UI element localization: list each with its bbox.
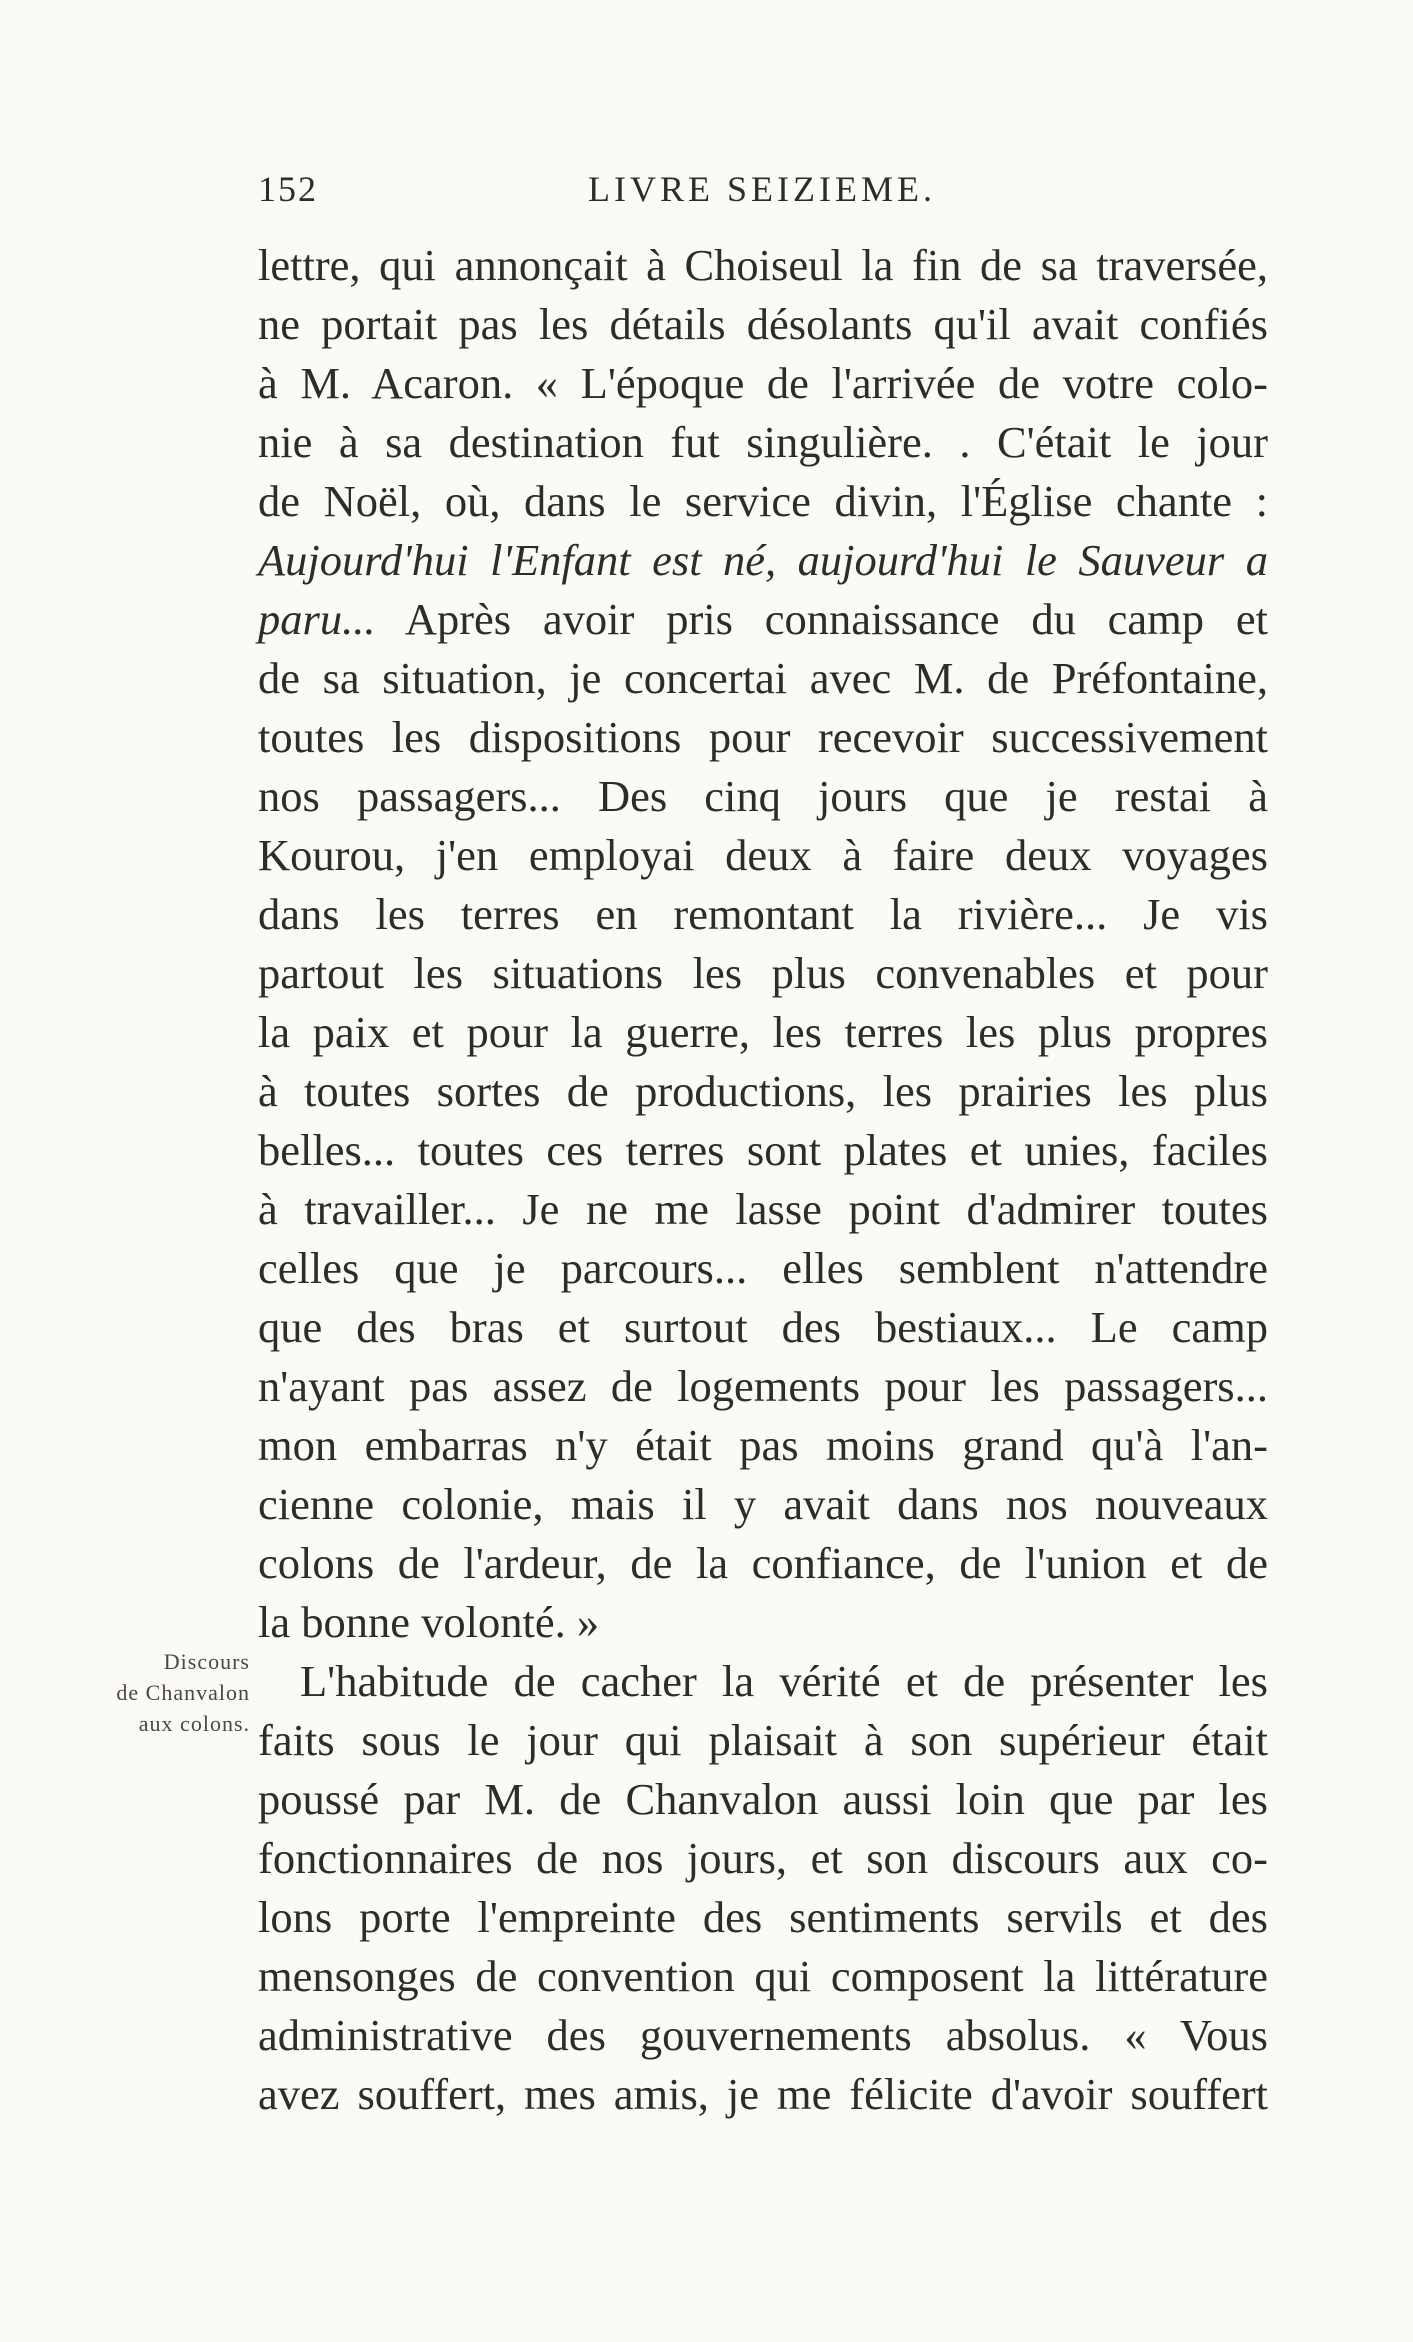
text-line: administrative des gouvernements absolus. « Vous [258, 2010, 1268, 2060]
text-line: partout les situations les plus convenables et pour [258, 948, 1268, 998]
roman-fragment: Après avoir pris connaissance du camp et [375, 594, 1268, 644]
running-head: LIVRE SEIZIEME. [588, 169, 936, 209]
text-line: de Noël, où, dans le service divin, l'Église chante : [258, 476, 1268, 526]
text-line: poussé par M. de Chanvalon aussi loin que par les [258, 1774, 1268, 1824]
text-line: que des bras et surtout des bestiaux... Le camp [258, 1302, 1268, 1352]
text-line: Kourou, j'en employai deux à faire deux voyages [258, 830, 1268, 880]
text-line: à travailler... Je ne me lasse point d'admirer toutes [258, 1184, 1268, 1234]
paragraph-start-line: L'habitude de cacher la vérité et de présenter les [300, 1656, 1268, 1706]
margin-note [60, 1646, 250, 1739]
text-line: faits sous le jour qui plaisait à son supérieur était [258, 1715, 1268, 1765]
text-line: cienne colonie, mais il y avait dans nos nouveaux [258, 1479, 1268, 1529]
margin-note-line: aux colons. [138, 1711, 250, 1736]
text-line: colons de l'ardeur, de la confiance, de l'union et de [258, 1538, 1268, 1588]
text-line: belles... toutes ces terres sont plates et unies, faciles [258, 1125, 1268, 1175]
page-number: 152 [258, 169, 318, 209]
paragraph-end-line: la bonne volonté. » [258, 1597, 600, 1647]
text-line: la paix et pour la guerre, les terres les plus propres [258, 1007, 1268, 1057]
body-text [258, 236, 1268, 2124]
text-line: ne portait pas les détails désolants qu'il avait confiés [258, 299, 1268, 349]
text-line: fonctionnaires de nos jours, et son discours aux co- [258, 1833, 1268, 1883]
text-line: avez souffert, mes amis, je me félicite d'avoir souffert [258, 2069, 1268, 2119]
text-line: celles que je parcours... elles semblent n'attendre [258, 1243, 1268, 1293]
page-header [258, 168, 1268, 218]
margin-note-line: Discours [163, 1649, 250, 1674]
text-line: mensonges de convention qui composent la littérature [258, 1951, 1268, 2001]
margin-note-line: de Chanvalon [116, 1680, 250, 1705]
text-line-mixed [258, 590, 1268, 649]
text-line: mon embarras n'y était pas moins grand qu'à l'an- [258, 1420, 1268, 1470]
text-line: de sa situation, je concertai avec M. de Préfontaine, [258, 653, 1268, 703]
text-line: n'ayant pas assez de logements pour les passagers... [258, 1361, 1268, 1411]
text-line: nie à sa destination fut singulière. . C'était le jour [258, 417, 1268, 467]
text-line: toutes les dispositions pour recevoir successivement [258, 712, 1268, 762]
text-line: nos passagers... Des cinq jours que je restai à [258, 771, 1268, 821]
text-line: dans les terres en remontant la rivière... Je vis [258, 889, 1268, 939]
text-line: à M. Acaron. « L'époque de l'arrivée de votre colo- [258, 358, 1268, 408]
text-line: lettre, qui annonçait à Choiseul la fin de sa traversée, [258, 240, 1268, 290]
text-line-italic: Aujourd'hui l'Enfant est né, aujourd'hui le Sauveur a [258, 535, 1268, 585]
text-line: lons porte l'empreinte des sentiments servils et des [258, 1892, 1268, 1942]
text-line: à toutes sortes de productions, les prairies les plus [258, 1066, 1268, 1116]
italic-fragment: paru... [258, 594, 376, 644]
